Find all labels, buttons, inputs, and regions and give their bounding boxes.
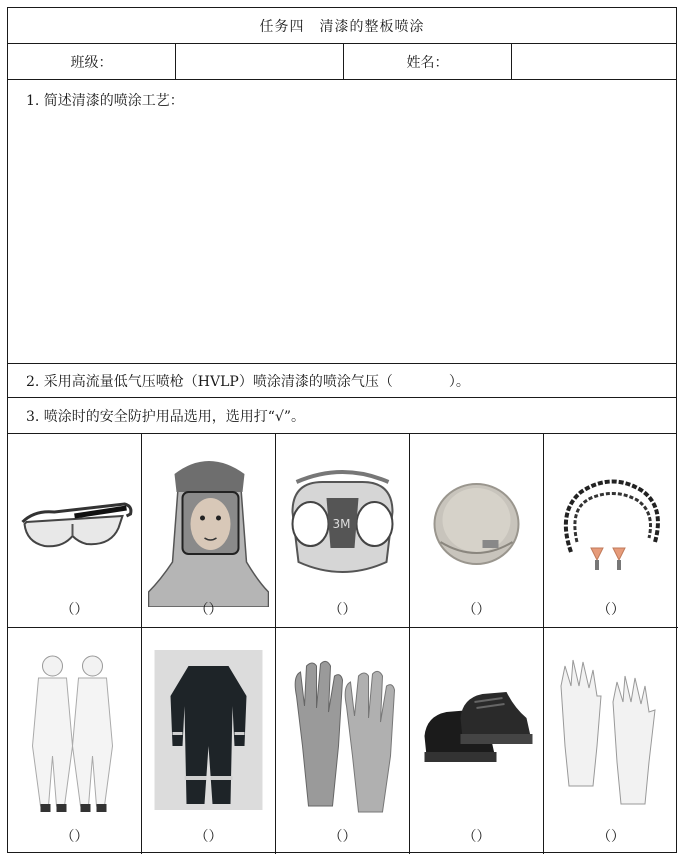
worksheet-title: 任务四 清漆的整板喷涂 (8, 8, 676, 44)
supplied-air-hood-icon (148, 442, 269, 607)
ppe-cell-safety-shoes (410, 628, 544, 854)
safety-shoes-icon (416, 636, 537, 824)
work-coverall-icon (148, 636, 269, 824)
ppe-cell-disposable-coverall (8, 628, 142, 854)
ppe-cell-respirator (276, 434, 410, 628)
dust-mask-icon (416, 442, 537, 607)
ppe-cell-hood (142, 434, 276, 628)
cotton-gloves-icon (550, 636, 672, 824)
check-bracket[interactable]: （） (462, 602, 491, 618)
name-field[interactable] (512, 44, 678, 79)
question-1-text: 1. 简述清漆的喷涂工艺： (26, 93, 184, 109)
class-label: 班级： (8, 44, 176, 79)
check-bracket[interactable]: （） (328, 602, 357, 618)
worksheet (7, 7, 677, 853)
ppe-cell-work-coverall (142, 628, 276, 854)
check-bracket[interactable]: （） (328, 829, 357, 845)
question-1-box[interactable] (8, 80, 676, 364)
check-bracket[interactable]: （） (194, 602, 223, 618)
check-bracket[interactable]: （） (597, 829, 625, 845)
ppe-grid (8, 434, 676, 852)
ppe-cell-dust-mask (410, 434, 544, 628)
question-3-text: 3. 喷涂时的安全防护用品选用，选用打“√”。 (26, 408, 306, 425)
safety-goggles-icon (14, 442, 135, 607)
ppe-cell-earplugs (544, 434, 678, 628)
earplugs-icon (550, 442, 672, 607)
half-face-respirator-icon (282, 442, 403, 607)
ppe-cell-goggles (8, 434, 142, 628)
check-bracket[interactable]: （） (60, 602, 89, 618)
check-bracket[interactable]: （） (194, 829, 223, 845)
ppe-cell-rubber-gloves (276, 628, 410, 854)
class-field[interactable] (176, 44, 344, 79)
student-info-row (8, 44, 676, 80)
check-bracket[interactable]: （） (462, 829, 491, 845)
question-2-row (8, 364, 676, 398)
ppe-cell-cotton-gloves (544, 628, 678, 854)
check-bracket[interactable]: （） (60, 829, 89, 845)
disposable-coverall-icon (14, 636, 135, 824)
name-label: 姓名： (344, 44, 512, 79)
question-3-row (8, 398, 676, 434)
check-bracket[interactable]: （） (597, 602, 625, 618)
rubber-gloves-icon (282, 636, 403, 824)
question-2-text: 2. 采用高流量低气压喷枪（HVLP）喷涂清漆的喷涂气压（ ）。 (26, 373, 470, 390)
svg-text:3M: 3M (332, 517, 351, 531)
